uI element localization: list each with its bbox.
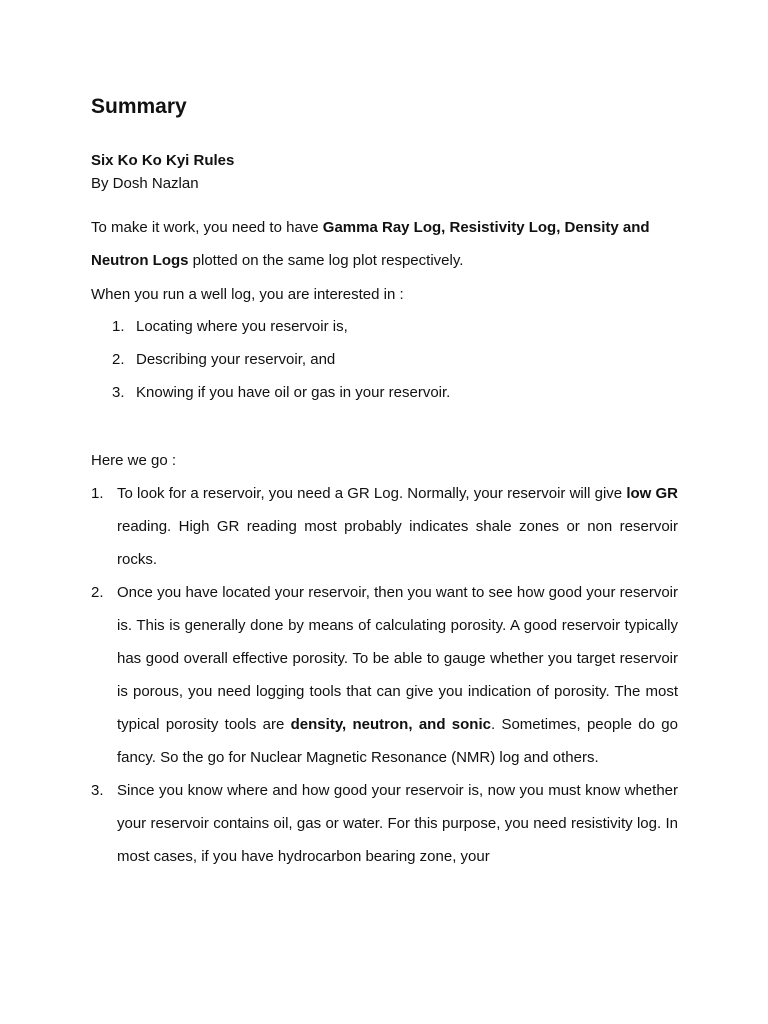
list-item <box>112 343 450 376</box>
intro-bold-logs: Gamma Ray Log, Resistivity Log, Density and Neutron Logs <box>91 219 650 269</box>
step-bold: low GR <box>626 485 678 502</box>
step-bold: density, neutron, and sonic <box>290 716 491 733</box>
list-number: 3. <box>112 384 125 401</box>
list-item <box>91 576 678 774</box>
list-number: 1. <box>112 318 125 335</box>
list-item <box>91 477 678 576</box>
interest-list <box>112 310 450 409</box>
step-text-1: To look for a reservoir, you need a GR Log. Normally, your reservoir will give <box>117 485 627 502</box>
author-byline: By Dosh Nazlan <box>91 175 199 192</box>
list-text: Describing your reservoir, and <box>136 351 336 368</box>
step-text <box>117 477 678 576</box>
intro-text-2: plotted on the same log plot respectively. <box>188 252 464 269</box>
list-text: Locating where you reservoir is, <box>136 318 348 335</box>
step-number: 2. <box>91 584 104 601</box>
here-we-go-line: Here we go : <box>91 452 177 469</box>
list-item <box>91 774 678 873</box>
interest-line: When you run a well log, you are interested in : <box>91 286 404 303</box>
intro-text-1: To make it work, you need to have <box>91 219 323 236</box>
step-text <box>117 576 678 774</box>
list-item <box>112 310 450 343</box>
step-text-2: . Sometimes, people do go fancy. So the go for Nuclear Magnetic Resonance (NMR) log and others. <box>117 716 678 766</box>
page-title: Summary <box>91 95 187 118</box>
document-subtitle: Six Ko Ko Kyi Rules <box>91 152 235 169</box>
step-number: 1. <box>91 485 104 502</box>
intro-paragraph <box>91 211 678 277</box>
step-text-1: Once you have located your reservoir, then you want to see how good your reservoir is. This is generally done by means of calculating porosity. A good reservoir typically has good overall effective porosity. To be able to gauge whether you target reservoir is porous, you need logging tools that can give you indication of porosity. The most typical porosity tools are <box>117 584 678 733</box>
step-number: 3. <box>91 782 104 799</box>
step-text-1: Since you know where and how good your reservoir is, now you must know whether your reservoir contains oil, gas or water. For this purpose, you need resistivity log. In most cases, if you have hydrocarbon bearing zone, your <box>117 782 678 865</box>
steps-list <box>91 477 678 873</box>
list-text: Knowing if you have oil or gas in your reservoir. <box>136 384 451 401</box>
step-text-2: reading. High GR reading most probably indicates shale zones or non reservoir rocks. <box>117 518 678 568</box>
list-number: 2. <box>112 351 125 368</box>
step-text <box>117 774 678 873</box>
list-item <box>112 376 450 409</box>
